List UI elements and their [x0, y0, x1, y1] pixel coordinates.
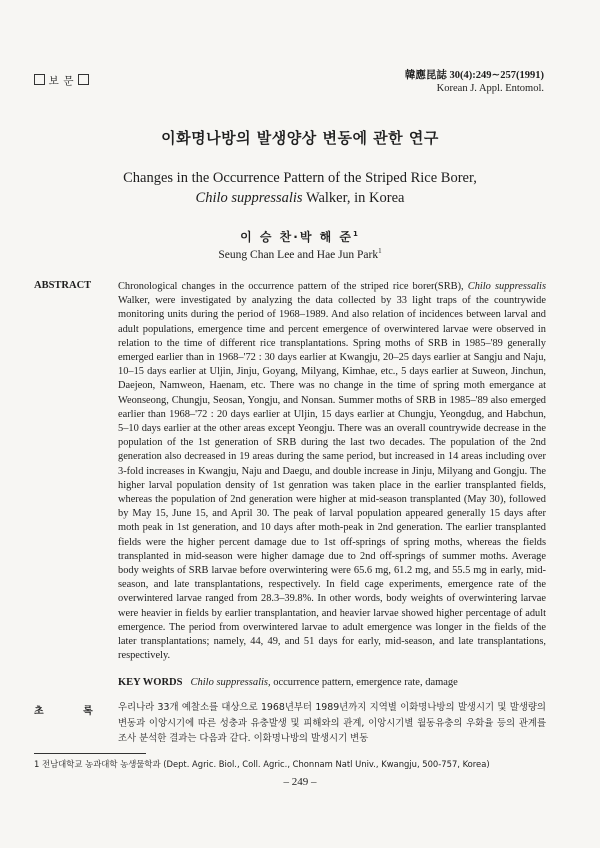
korean-abstract-body: 우리나라 33개 예찰소를 대상으로 1968년부터 1989년까지 지역별 이화명나방의 발생시기 및 발생량의 변동과 이앙시기에 따른 성충과 유충발생 및 피해와의 관계, 이앙시기별 월동유충의 우화율 등의 관계를 조사 분석한 결과는 다음과 같다. 이화명나방의 발생시기 변동 [118, 702, 546, 744]
abstract-text: Walker, were investigated by analyzing the data collected by 33 light traps of the countrywide monitoring units during the period of 1968–1989. And also relation of incidences between larval and adult populations, emergence time and percent emergence of overwintered larvae were observed in relation to the time of different rice transplantations. Spring moths of SRB in 1985–'89 generally emerged earlier than in 1968–'72 : 30 days earlier at Kwangju, 20–25 days earlier at Sangju and Naju, 10–15 days earlier at Uljin, Jinju, Goyang, Milyang, Kimhae, etc., 5 days earlier at Suweon, Jinchun, Daejeon, Namweon, Haenam, etc. There was no change in the time of spring moth emergance at Weonseong, Chungju, Seosan, Yongju, and Nonsan. Summer moths of SRB in 1985–'89 also emerged earlier than 1968–'72 : 20 days earlier at Uljin, 15 days earlier at Chungju, Yeongdug, and Habchun, 5–10 days earlier at the other areas except Yeongju. There was an overall countrywide decrease in the population of the 1st generation of SRB during the last two decades. The population of the 2nd generation also decreased in 19 areas during the same period, but increased in 14 areas including over 3-fold increases in Kwangju, Naju and Daegu, and double increase in Jinju, Milyang and Gongju. The higher larval population density of 1st genration was taken place in the earlier transplanted fields, whereas the population of 2nd generation were higher at mid-season transplanted (May 30), followed by May 15, June 15, and April 30. The peak of larval population appeared generally 15 days after moth peak in 1st generation, and 10 days after moth-peak in 2nd generation. The earlier transplanted fields were the higher percent damage due to 1st off-springs of spring moths, whereas the fields transplanted in mid-season were higher damage due to 2nd off-springs of summer moths. Average body weights of SRB larvae before overwintering were 65.6 mg, 61.2 mg, and 55.5 mg in early, mid-season, and late transplantations, respectively. In field cage experiments, emergence rate of the overwintered larvae ranged from 28.3–39.8%. In other words, body weights of overwintering larvae were heavier in fields by earlier transplantation, and heavier larvae showed higher percentage of adult emergence. The period from overwintered larvae to adult emergence was longer in the fields of the later transplantations; namely, 44, 49, and 51 days for early, mid-season, and late transplantations, respectively. [118, 295, 546, 662]
affiliation-footnote: 1 전남대학교 농과대학 농생물학과 (Dept. Agric. Biol., Coll. Agric., Chonnam Natl Univ., Kwangju, 500-757, Korea) [34, 759, 490, 769]
journal-volume: 韓應昆誌 30(4):249∼257(1991) [404, 70, 544, 81]
journal-citation [405, 69, 544, 95]
checkbox-icon [78, 74, 89, 85]
species-name: Chilo suppressalis [195, 190, 303, 206]
english-title-line2 [0, 188, 600, 208]
abstract-species: Chilo suppressalis [467, 281, 546, 292]
page-number: – 249 – [283, 776, 317, 788]
english-title [0, 168, 600, 208]
abstract-body [118, 280, 546, 663]
korean-affiliation-mark: 1 [352, 230, 360, 238]
korean-abstract-label: 초 록 [34, 706, 111, 717]
article-type-tag [34, 73, 89, 88]
korean-author-names: 이 승 찬·박 해 준 [240, 230, 353, 244]
abstract-label: ABSTRACT [34, 280, 92, 291]
english-authors [0, 247, 600, 261]
journal-name: Korean J. Appl. Entomol. [436, 83, 544, 94]
keywords-species: Chilo suppressalis, [190, 677, 271, 688]
keywords-list: occurrence pattern, emergence rate, damage [270, 677, 458, 688]
keywords [118, 677, 458, 688]
korean-title: 이화명나방의 발생양상 변동에 관한 연구 [161, 129, 439, 147]
english-author-names: Seung Chan Lee and Hae Jun Park [218, 248, 379, 261]
korean-authors [0, 228, 600, 245]
english-title-rest: Walker, in Korea [302, 190, 405, 206]
keywords-label: KEY WORDS [118, 677, 183, 688]
article-type-label: 보 문 [48, 76, 75, 87]
english-affiliation-mark: 1 [378, 247, 382, 255]
checkbox-icon [34, 74, 45, 85]
abstract-lead: Chronological changes in the occurrence pattern of the striped rice borer(SRB), [118, 281, 468, 292]
footnote-divider [34, 753, 146, 754]
english-title-line1: Changes in the Occurrence Pattern of the Striped Rice Borer, [123, 170, 477, 186]
